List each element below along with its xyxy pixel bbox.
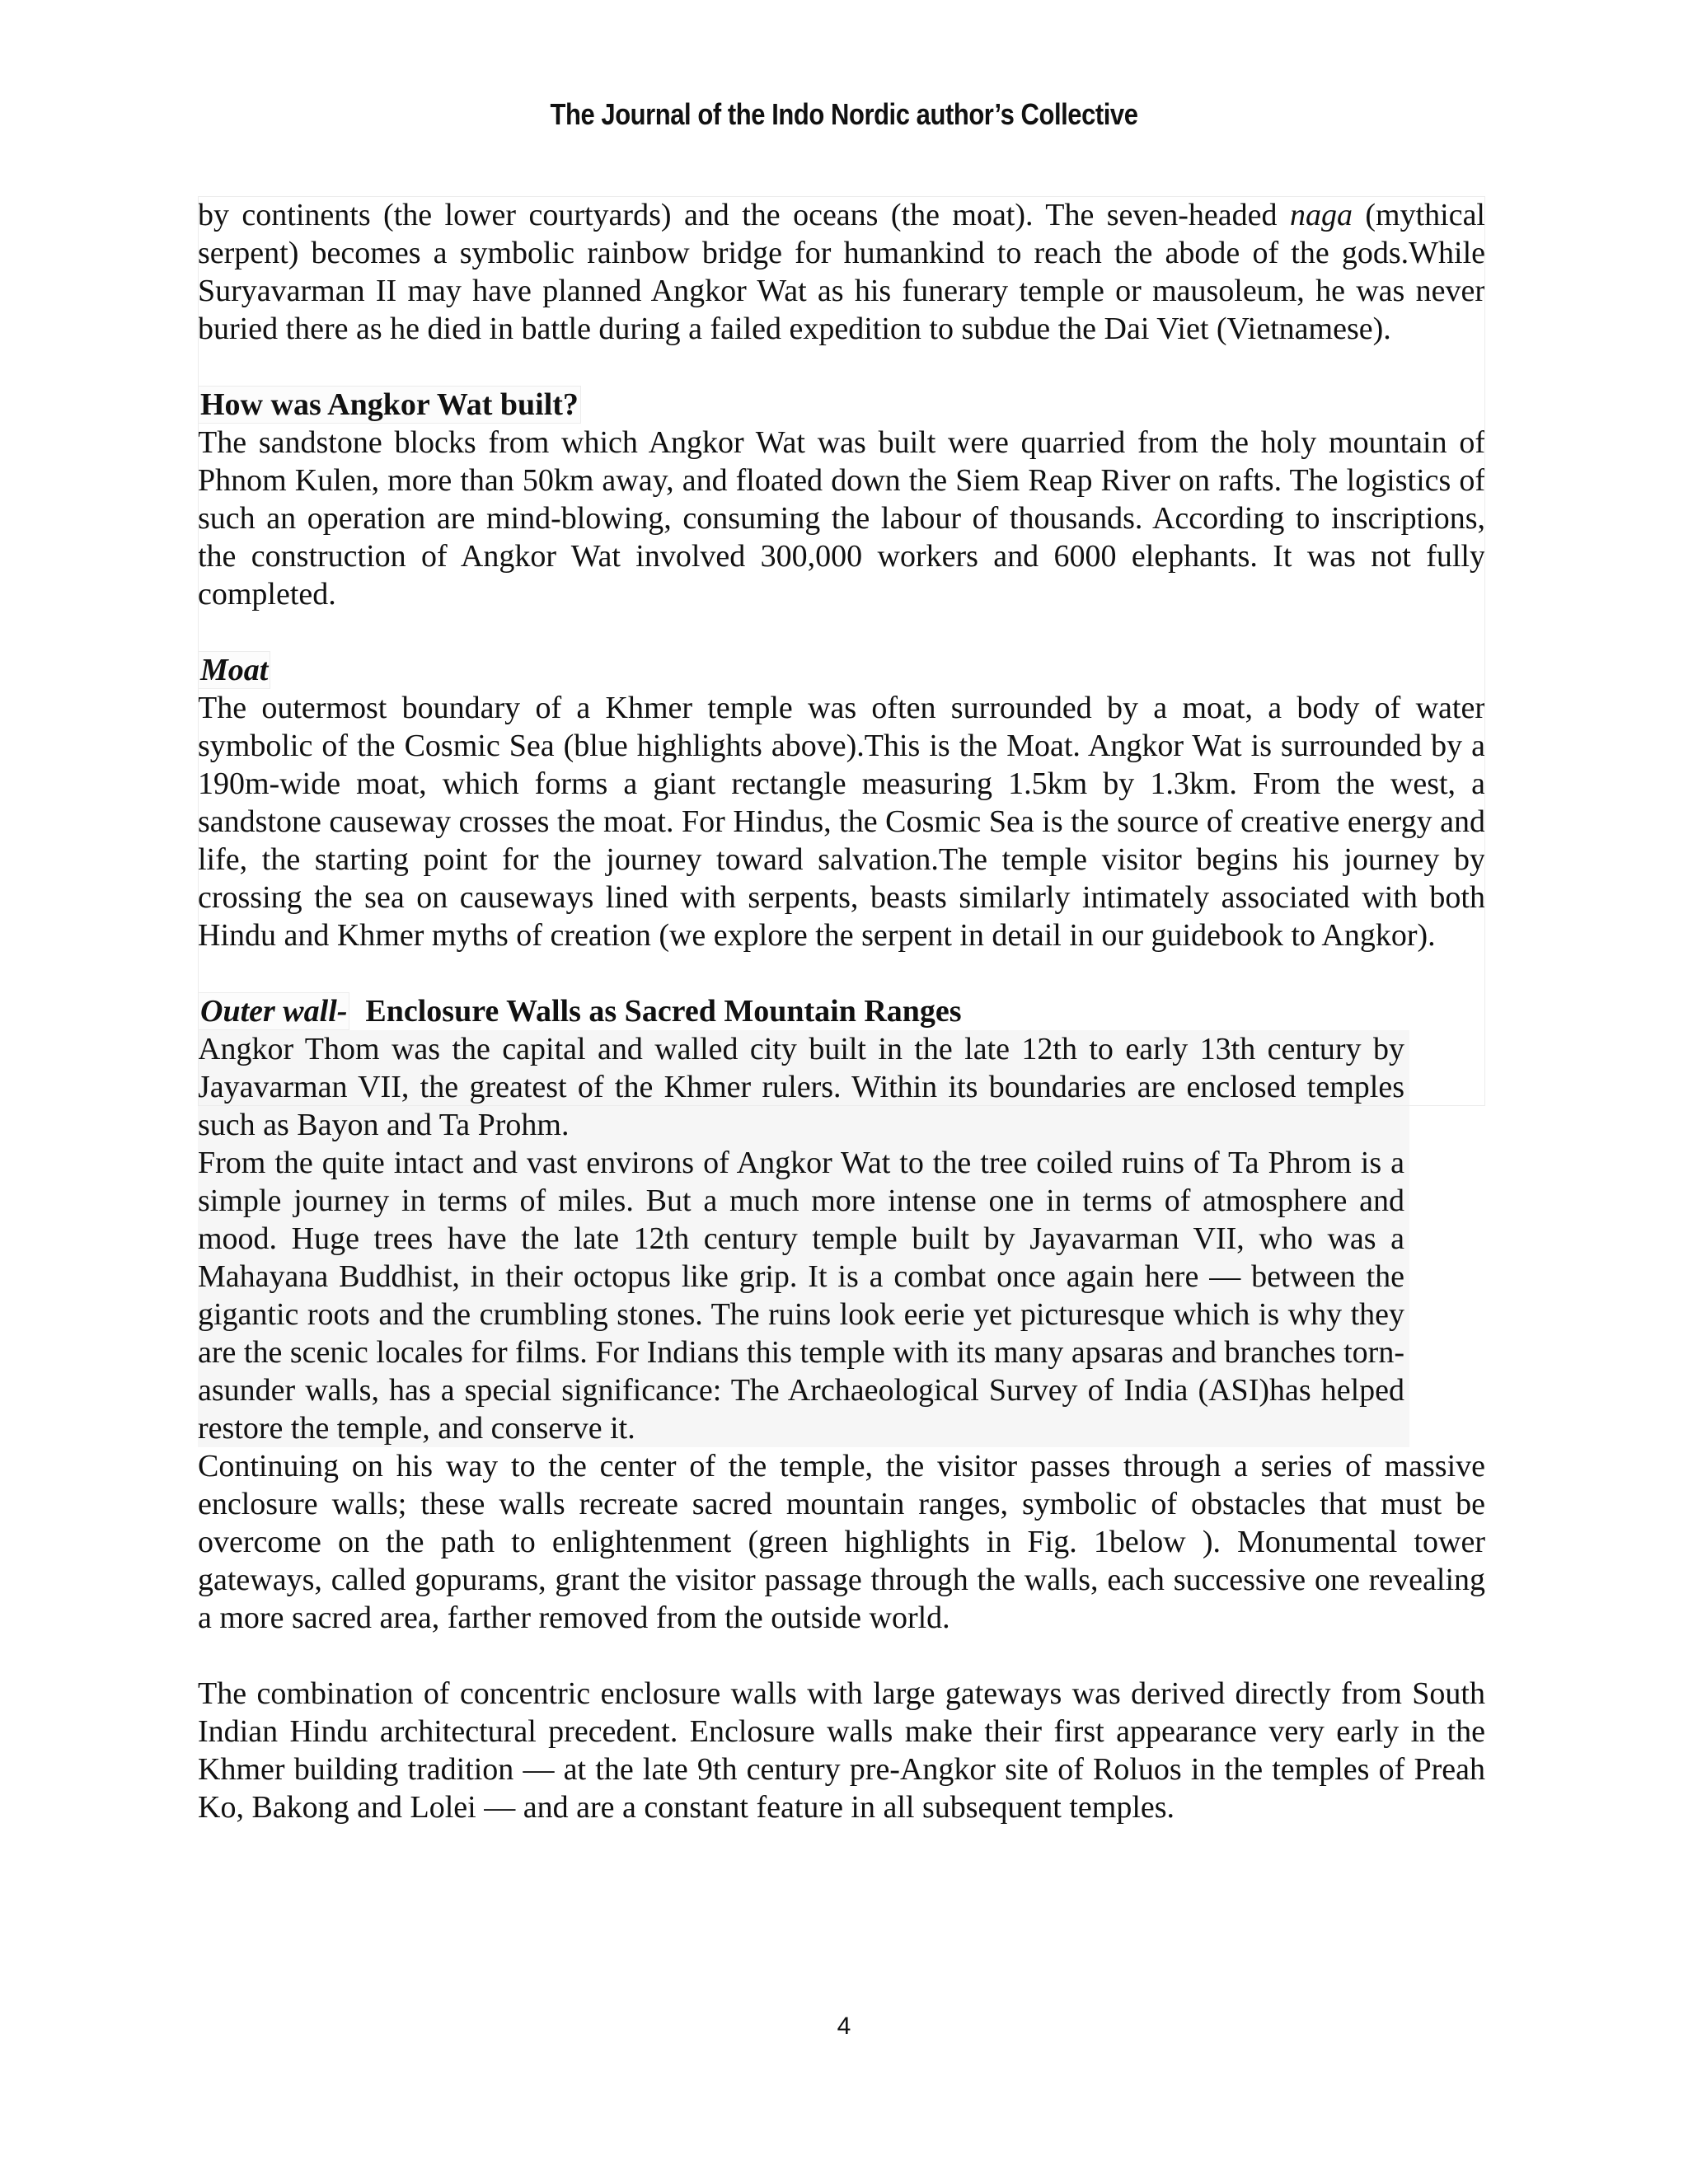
moat-paragraph: The outermost boundary of a Khmer temple was often surrounded by a moat, a body of water symbolic of the Cosmic Sea (blue highlights above).This is the Moat. Angkor Wat is surrounded by a 190m-wide moat, which forms a giant rectangle measuring 1.5km by 1.3km. From the west, a sandstone causeway crosses the moat. For Hindus, the Cosmic Sea is the source of creative energy and life, the starting point for the journey toward salvation.The temple visitor begins his journey by crossing the sea on causeways lined with serpents, beasts similarly intimately associated with both Hindu and Khmer myths of creation (we explore the serpent in detail in our guidebook to Angkor). [198, 691, 1485, 953]
built-heading-text: How was Angkor Wat built? [198, 386, 581, 424]
built-paragraph: The sandstone blocks from which Angkor Wat was built were quarried from the holy mountain of Phnom Kulen, more than 50km away, and floated down the Siem Reap River on rafts. The logistics of such an operation are mind-blowing, consuming the labour of thousands. According to inscriptions, the construction of Angkor Wat involved 300,000 workers and 6000 elephants. It was not fully completed. [198, 425, 1485, 612]
page-number: 4 [837, 2013, 851, 2040]
outer-wall-label: Outer wall- [198, 992, 349, 1030]
angkor-thom-paragraph: Angkor Thom was the capital and walled city built in the late 12th to early 13th century by Jayavarman VII, the greatest of the Khmer rulers. Within its boundaries are enclosed temples such as Bayon and Ta Prohm. [198, 1032, 1404, 1142]
enclosure-walls-paragraph: Continuing on his way to the center of the temple, the visitor passes through a series of massive enclosure walls; these walls recreate sacred mountain ranges, symbolic of obstacles that must be overcome on the path to enlightenment (green highlights in Fig. 1below ). Monumental tower gateways, called gopurams, grant the visitor passage through the walls, each successive one revealing a more sacred area, farther removed from the outside world. [198, 1449, 1485, 1635]
concentric-walls-paragraph: The combination of concentric enclosure walls with large gateways was derived directly from South Indian Hindu architectural precedent. Enclosure walls make their first appearance very early in the Khmer building tradition — at the late 9th century pre-Angkor site of Roluos in the temples of Preah Ko, Bakong and Lolei — and are a constant feature in all subsequent temples. [198, 1676, 1485, 1825]
page-content [198, 196, 1485, 1826]
spacer [198, 1637, 1485, 1675]
journal-title: The Journal of the Indo Nordic author’s Collective [550, 97, 1138, 131]
naga-term: naga [1289, 198, 1353, 232]
outer-wall-heading-text: Enclosure Walls as Sacred Mountain Ranges [365, 994, 962, 1029]
intro-text-end: (mythical serpent) becomes a symbolic rainbow bridge for humankind to reach the abode of the gods.While Suryavarman II may have planned Angkor Wat as his funerary temple or mausoleum, he was never buried there as he died in battle during a failed expedition to subdue the Dai Viet (Vietnamese). [198, 198, 1485, 346]
text-frame [198, 196, 1485, 1106]
ta-prohm-paragraph: From the quite intact and vast environs of Angkor Wat to the tree coiled ruins of Ta Phrom is a simple journey in terms of miles. But a much more intense one in terms of atmosphere and mood. Huge trees have the late 12th century temple built by Jayavarman VII, who was a Mahayana Buddhist, in their octopus like grip. It is a combat once again here — between the gigantic roots and the crumbling stones. The ruins look eerie yet picturesque which is why they are the scenic locales for films. For Indians this temple with its many apsaras and branches torn-asunder walls, has a special significance: The Archaeological Survey of India (ASI)has helped restore the temple, and conserve it. [198, 1146, 1404, 1446]
intro-text-start: by continents (the lower courtyards) and the oceans (the moat). The seven-headed [198, 198, 1290, 232]
moat-heading-text: Moat [198, 651, 270, 689]
